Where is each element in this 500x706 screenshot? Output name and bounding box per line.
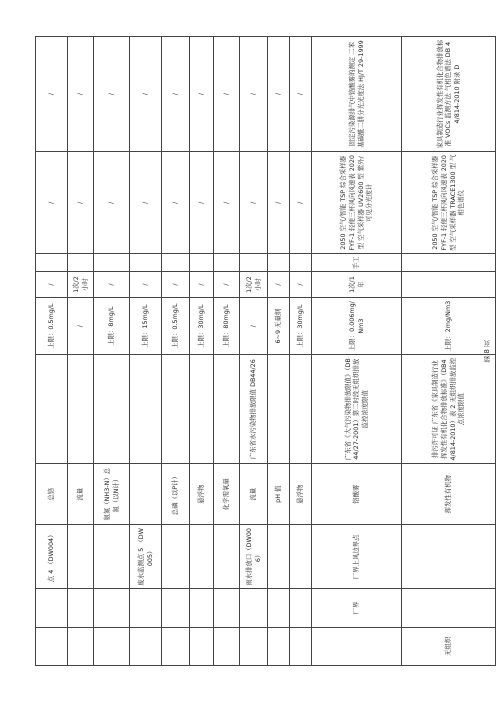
table-cell: / xyxy=(190,37,214,152)
table-cell xyxy=(268,355,290,464)
table-cell xyxy=(162,627,190,665)
table-cell: / xyxy=(268,272,290,298)
table-cell xyxy=(94,627,130,665)
table-cell: / xyxy=(94,272,130,298)
table-cell: 铬酸雾 xyxy=(312,464,402,525)
table-cell xyxy=(94,355,130,464)
table-cell: 1次/2小时 xyxy=(240,272,268,298)
table-row xyxy=(214,37,240,666)
table-cell: 总铬 xyxy=(36,464,68,525)
table-cell: 广东省水污染物排放限值 DB44/26 xyxy=(240,355,268,464)
table-cell xyxy=(268,627,290,665)
table-cell: 1次/2小时 xyxy=(68,272,94,298)
table-cell xyxy=(130,254,162,272)
table-row xyxy=(312,37,402,666)
table-cell: / xyxy=(214,152,240,254)
table-cell xyxy=(290,525,312,589)
table-cell: 挥发性有机物 xyxy=(402,464,496,525)
table-cell xyxy=(290,589,312,627)
table-cell: / xyxy=(268,152,290,254)
table-cell xyxy=(214,589,240,627)
table-cell: 厂界 xyxy=(312,589,402,627)
table-cell: / xyxy=(36,37,68,152)
table-row xyxy=(190,37,214,666)
table-cell xyxy=(162,525,190,589)
table-row xyxy=(130,37,162,666)
table-cell xyxy=(130,464,162,525)
table-cell: / xyxy=(68,297,94,355)
table-cell: 厂界上风边界点 xyxy=(312,525,402,589)
table-cell: 悬浮物 xyxy=(290,464,312,525)
table-cell: 固定污染源排气中铬酸雾的测定 二苯基碳酰二肼分光光度法 HJ/T 29-1999 xyxy=(312,37,402,152)
table-cell: / xyxy=(214,272,240,298)
table-cell xyxy=(94,525,130,589)
table-cell: 化学需氧量 xyxy=(214,464,240,525)
table-cell xyxy=(68,254,94,272)
table-row xyxy=(240,37,268,666)
table-cell: / xyxy=(214,37,240,152)
table-cell: / xyxy=(190,272,214,298)
table-cell: 家具制造行业挥发性有机化合物排放标准 VOCs 监测方法 气相色谱法 DB 44/814-2010 附录 D xyxy=(402,37,496,152)
table-cell xyxy=(162,589,190,627)
table-cell xyxy=(402,272,496,298)
table-cell: 上限：0.006mg/Nm3 xyxy=(312,297,402,355)
table-cell xyxy=(214,525,240,589)
table-cell xyxy=(68,355,94,464)
table-cell: / xyxy=(36,152,68,254)
table-cell: / xyxy=(130,152,162,254)
table-cell xyxy=(268,525,290,589)
table-cell xyxy=(130,355,162,464)
table-cell: / xyxy=(290,272,312,298)
table-cell: / xyxy=(162,37,190,152)
table-cell: 氨氮（NH3-N）总氮（以N计） xyxy=(94,464,130,525)
page-number: 第 8 页 xyxy=(483,340,491,363)
table-cell: / xyxy=(290,37,312,152)
table-cell: 1次/1年 xyxy=(312,272,402,298)
table-cell: 上限：2mg/Nm3 xyxy=(402,297,496,355)
table-cell: 雨水排放口（DW006） xyxy=(240,525,268,589)
table-cell: pH 值 xyxy=(268,464,290,525)
table-cell: 2050 空气/智能 TSP 综合采样器 FYF-1 轻便三杯风向风速表 2020 型 空气采样器 UV2600 型 紫外/可见分光度计 xyxy=(312,152,402,254)
table-cell: / xyxy=(68,37,94,152)
table-cell xyxy=(402,254,496,272)
table-cell: / xyxy=(268,37,290,152)
table-cell xyxy=(36,254,68,272)
table-cell: 上限：0.5mg/L xyxy=(162,297,190,355)
table-cell: 点 4 （DW004） xyxy=(36,525,68,589)
table-cell: / xyxy=(290,152,312,254)
table-cell: 6~9 无量纲 xyxy=(268,297,290,355)
table-cell xyxy=(402,589,496,627)
table-cell xyxy=(190,355,214,464)
table-cell: 无组织 xyxy=(402,627,496,665)
table-cell xyxy=(162,254,190,272)
table-cell: 流量 xyxy=(68,464,94,525)
table-cell xyxy=(402,525,496,589)
table-cell: 2050 空气/智能 TSP 综合采样器 FYF-1 轻便三杯风向风速表 2020 型 空气采样器 TRACE1300 型 气相色谱仪 xyxy=(402,152,496,254)
table-cell xyxy=(68,589,94,627)
table-cell xyxy=(290,254,312,272)
rotated-table-wrapper xyxy=(35,36,495,666)
table-cell xyxy=(290,627,312,665)
table-cell: / xyxy=(130,272,162,298)
table-cell xyxy=(214,254,240,272)
table-cell xyxy=(130,589,162,627)
table-cell: / xyxy=(68,152,94,254)
table-cell xyxy=(240,627,268,665)
table-cell xyxy=(190,254,214,272)
table-cell xyxy=(94,254,130,272)
table-cell: 悬浮物 xyxy=(190,464,214,525)
table-cell: 上限：0.5mg/L xyxy=(36,297,68,355)
table-cell xyxy=(36,355,68,464)
table-cell: 上限：15mg/L xyxy=(130,297,162,355)
table-cell xyxy=(290,355,312,464)
table-cell: 总磷（以P计） xyxy=(162,464,190,525)
table-cell xyxy=(240,589,268,627)
table-cell: 上限：80mg/L xyxy=(214,297,240,355)
monitoring-table xyxy=(35,36,496,666)
table-cell: 上限：30mg/L xyxy=(290,297,312,355)
table-cell: 广东省《大气污染物排放限值》（DB44/27-2001）第二时段无组织排放监控浓度限值 xyxy=(312,355,402,464)
table-cell xyxy=(68,525,94,589)
table-cell xyxy=(214,627,240,665)
table-cell xyxy=(36,589,68,627)
table-cell xyxy=(36,627,68,665)
table-cell xyxy=(68,627,94,665)
table-cell xyxy=(268,254,290,272)
table-cell xyxy=(240,254,268,272)
table-cell xyxy=(190,627,214,665)
table-row xyxy=(268,37,290,666)
table-cell: / xyxy=(240,297,268,355)
table-cell: / xyxy=(240,152,268,254)
table-cell xyxy=(162,355,190,464)
table-cell: 废水监测点 5 （DW005） xyxy=(130,525,162,589)
table-row xyxy=(36,37,68,666)
table-cell xyxy=(268,589,290,627)
table-cell: / xyxy=(130,37,162,152)
table-cell: / xyxy=(190,152,214,254)
table-cell: 手工 xyxy=(312,254,402,272)
table-cell: / xyxy=(162,272,190,298)
table-cell: / xyxy=(240,37,268,152)
table-cell: / xyxy=(162,152,190,254)
table-cell: 上限：8mg/L xyxy=(94,297,130,355)
table-cell xyxy=(312,627,402,665)
table-cell: 流量 xyxy=(240,464,268,525)
table-cell xyxy=(94,589,130,627)
table-row xyxy=(290,37,312,666)
table-cell xyxy=(190,589,214,627)
table-row xyxy=(94,37,130,666)
table-cell xyxy=(214,355,240,464)
table-cell xyxy=(190,525,214,589)
table-cell: 上限：30mg/L xyxy=(190,297,214,355)
table-row xyxy=(68,37,94,666)
table-cell: / xyxy=(94,152,130,254)
table-cell: / xyxy=(36,272,68,298)
table-cell xyxy=(130,627,162,665)
table-row xyxy=(162,37,190,666)
table-cell: / xyxy=(94,37,130,152)
table-cell: 排污许可证 广东省《家具制造行业挥发性有机化合物排放标准》（DB44/814-2010）表 2 无组织排放监控点浓度限值 xyxy=(402,355,496,464)
